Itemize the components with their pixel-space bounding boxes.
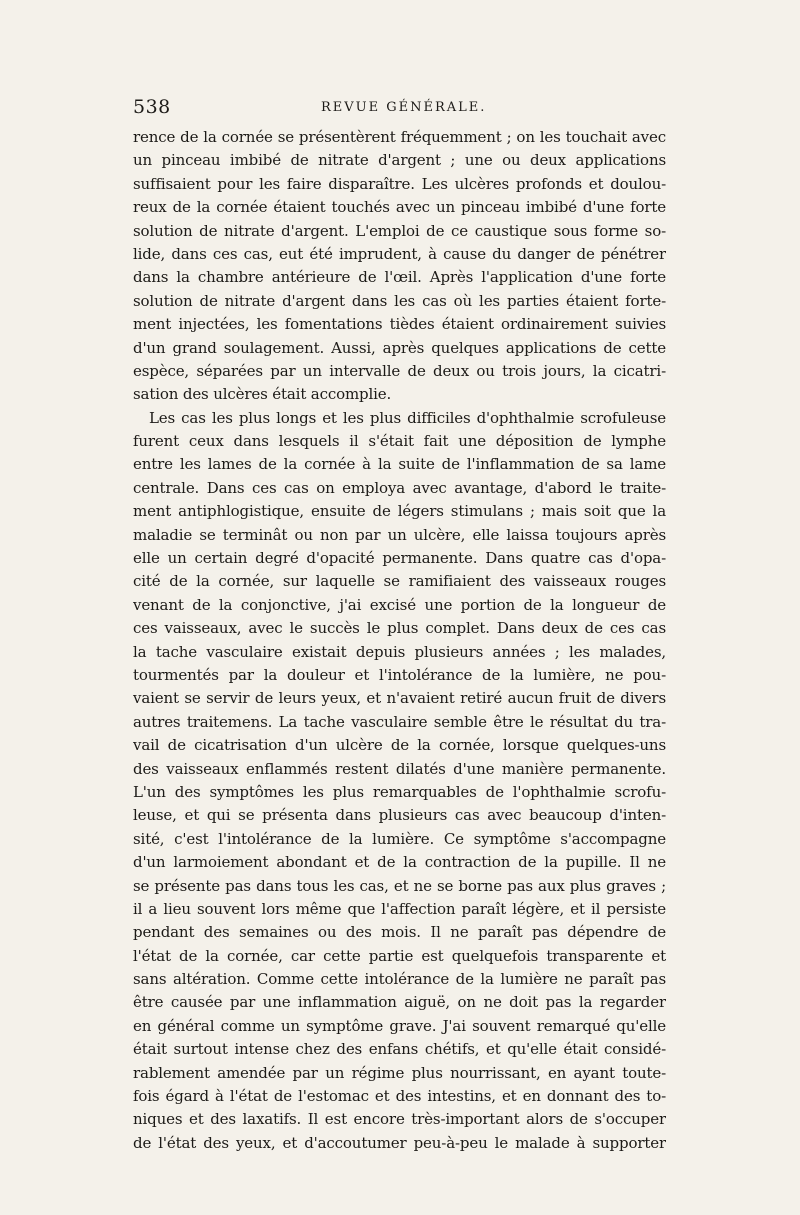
text-line: furent ceux dans lesquels il s'était fait une déposition de lymphe [133,432,666,451]
page-header [133,96,666,122]
text-line: leuse, et qui se présenta dans plusieurs cas avec beaucoup d'inten- [133,806,666,825]
text-line: de l'état des yeux, et d'accoutumer peu-à-peu le malade à supporter [133,1133,666,1152]
page-number: 538 [133,96,171,118]
body-text [133,126,666,1155]
text-line: espèce, séparées par un intervalle de deux ou trois jours, la cicatri- [133,361,666,380]
text-line: L'un des symptômes les plus remarquables de l'ophthalmie scrofu- [133,782,666,801]
text-line: l'état de la cornée, car cette partie est quelquefois transparente et [133,946,666,965]
text-line: cité de la cornée, sur laquelle se ramifiaient des vaisseaux rouges [133,572,666,591]
text-line: lide, dans ces cas, eut été imprudent, à cause du danger de pénétrer [133,244,666,263]
text-line: reux de la cornée étaient touchés avec un pinceau imbibé d'une forte [133,198,666,217]
text-line: venant de la conjonctive, j'ai excisé une portion de la longueur de [133,595,666,614]
text-line: elle un certain degré d'opacité permanente. Dans quatre cas d'opa- [133,549,666,568]
text-line: Les cas les plus longs et les plus difficiles d'ophthalmie scrofuleuse [149,408,666,427]
book-page [133,96,666,1155]
text-line: un pinceau imbibé de nitrate d'argent ; une ou deux applications [133,151,666,170]
text-line: d'un grand soulagement. Aussi, après quelques applications de cette [133,338,666,357]
text-line: la tache vasculaire existait depuis plusieurs années ; les malades, [133,642,666,661]
text-line: se présente pas dans tous les cas, et ne se borne pas aux plus graves ; [133,876,666,895]
text-line: tourmentés par la douleur et l'intolérance de la lumière, ne pou- [133,665,666,684]
text-line: entre les lames de la cornée à la suite de l'inflammation de sa lame [133,455,666,474]
text-line: sans altération. Comme cette intolérance de la lumière ne paraît pas [133,970,666,989]
text-line: était surtout intense chez des enfans chétifs, et qu'elle était considé- [133,1040,666,1059]
text-line: suffisaient pour les faire disparaître. Les ulcères profonds et doulou- [133,174,666,193]
text-line: des vaisseaux enflammés restent dilatés d'une manière permanente. [133,759,666,778]
text-line: ment antiphlogistique, ensuite de légers stimulans ; mais soit que la [133,502,666,521]
text-line: solution de nitrate d'argent. L'emploi de ce caustique sous forme so- [133,221,666,240]
text-line: rence de la cornée se présentèrent fréquemment ; on les touchait avec [133,128,666,146]
text-line: ment injectées, les fomentations tièdes étaient ordinairement suivies [133,315,666,334]
text-line: vaient se servir de leurs yeux, et n'avaient retiré aucun fruit de divers [133,689,666,708]
text-line: d'un larmoiement abondant et de la contraction de la pupille. Il ne [133,853,666,872]
text-line: sation des ulcères était accomplie. [133,385,392,404]
text-line: maladie se terminât ou non par un ulcère, elle laissa toujours après [133,525,666,544]
text-line: il a lieu souvent lors même que l'affection paraît légère, et il persiste [133,899,666,918]
text-line: fois égard à l'état de l'estomac et des intestins, et en donnant des to- [133,1087,666,1106]
text-line: ces vaisseaux, avec le succès le plus complet. Dans deux de ces cas [133,619,666,638]
text-line: centrale. Dans ces cas on employa avec avantage, d'abord le traite- [133,478,666,497]
text-line: dans la chambre antérieure de l'œil. Après l'application d'une forte [133,268,666,287]
text-line: sité, c'est l'intolérance de la lumière. Ce symptôme s'accompagne [133,829,666,848]
text-line: vail de cicatrisation d'un ulcère de la cornée, lorsque quelques-uns [133,736,666,755]
text-line: solution de nitrate d'argent dans les cas où les parties étaient forte- [133,291,666,310]
text-line: être causée par une inflammation aiguë, on ne doit pas la regarder [133,993,666,1012]
text-line: autres traitemens. La tache vasculaire semble être le résultat du tra- [133,712,666,731]
text-line: pendant des semaines ou des mois. Il ne paraît pas dépendre de [133,923,666,942]
text-line: niques et des laxatifs. Il est encore très-important alors de s'occuper [133,1110,666,1129]
text-line: rablement amendée par un régime plus nourrissant, en ayant toute- [133,1063,666,1082]
running-head: REVUE GÉNÉRALE. [321,100,487,115]
text-line: en général comme un symptôme grave. J'ai souvent remarqué qu'elle [133,1016,666,1035]
